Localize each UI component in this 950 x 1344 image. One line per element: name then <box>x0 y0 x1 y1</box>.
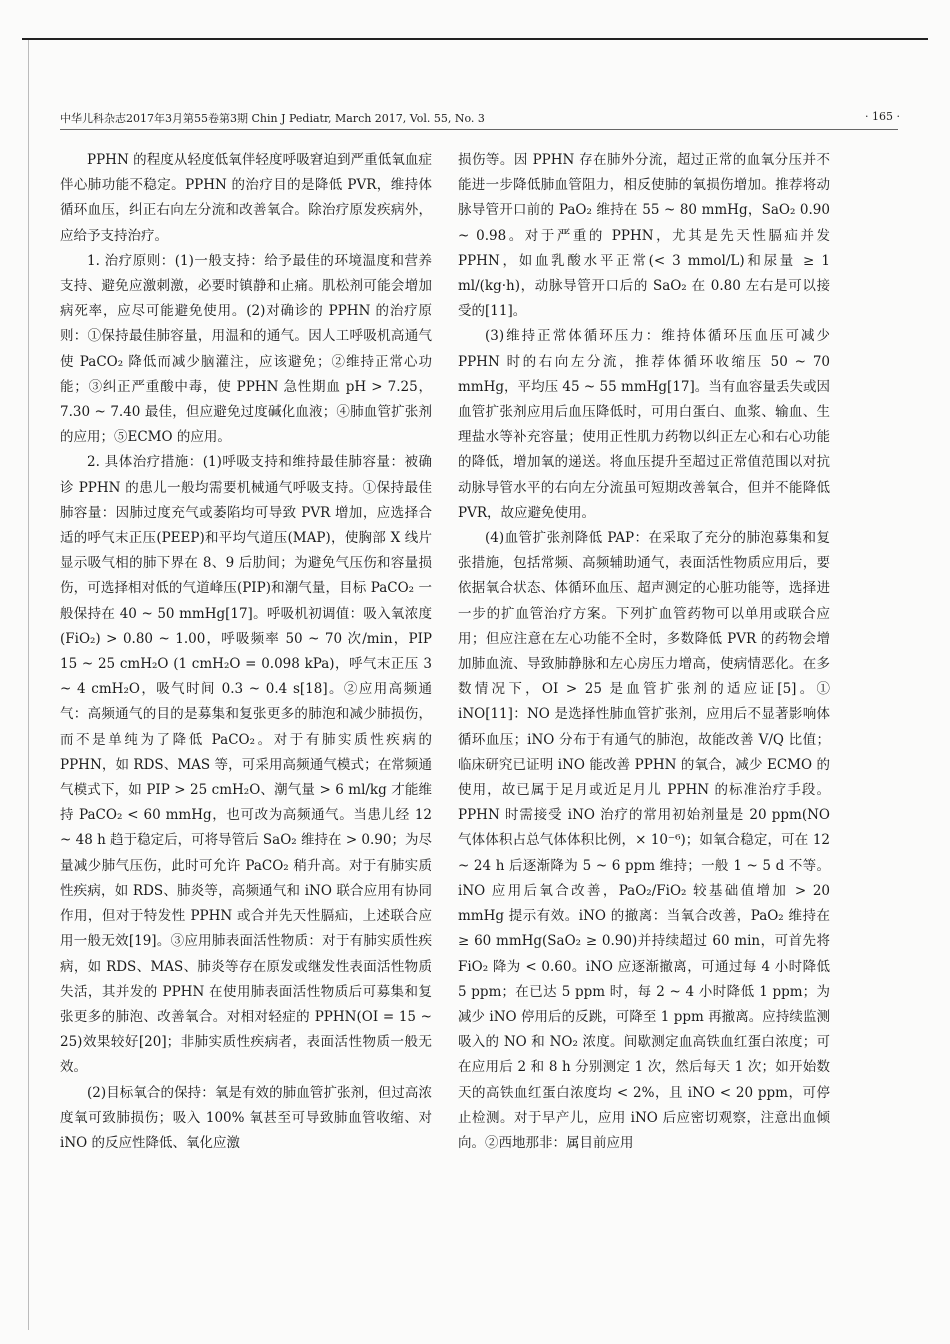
header-divider <box>60 129 898 130</box>
paragraph: PPHN 的程度从轻度低氧伴轻度呼吸窘迫到严重低氧血症伴心肺功能不稳定。PPHN 的治疗目的是降低 PVR，维持体循环血压，纠正右向左分流和改善氧合。除治疗原发疾病外，应给予支持治疗。 <box>60 152 432 244</box>
right-text-column <box>458 148 830 1156</box>
paragraph: (2)目标氧合的保持：氧是有效的肺血管扩张剂，但过高浓度氧可致肺损伤；吸入 100% 氧甚至可导致肺血管收缩、对 iNO 的反应性降低、氧化应激 <box>60 1084 432 1151</box>
paragraph: 2. 具体治疗措施：(1)呼吸支持和维持最佳肺容量：被确诊 PPHN 的患儿一般均需要机械通气呼吸支持。①保持最佳肺容量：因肺过度充气或萎陷均可导致 PVR 增加，应选择合适的呼气末正压(PEEP)和平均气道压(MAP)，使胸部 X 线片显示吸气相的肺下界在 8、9 后肋间；为避免气压伤和容量损伤，可选择相对低的气道峰压(PIP)和潮气量，目标 PaCO₂ 一般保持在 40 ~ 50 mmHg[17]。呼吸机初调值：吸入氧浓度(FiO₂) > 0.80 ~ 1.00，呼吸频率 50 ~ 70 次/min，PIP 15 ~ 25 cmH₂O (1 cmH₂O = 0.098 kPa)，呼气末正压 3 ~ 4 cmH₂O，吸气时间 0.3 ~ 0.4 s[18]。②应用高频通气：高频通气的目的是募集和复张更多的肺泡和减少肺损伤，而不是单纯为了降低 PaCO₂。对于有肺实质性疾病的 PPHN，如 RDS、MAS 等，可采用高频通气模式；在常频通气模式下，如 PIP > 25 cmH₂O、潮气量 > 6 ml/kg 才能维持 PaCO₂ < 60 mmHg，也可改为高频通气。当患儿经 12 ~ 48 h 趋于稳定后，可将导管后 SaO₂ 维持在 > 0.90；为尽量减少肺气压伤，此时可允许 PaCO₂ 稍升高。对于有肺实质性疾病，如 RDS、肺炎等，高频通气和 iNO 联合应用有协同作用，但对于特发性 PPHN 或合并先天性膈疝，上述联合应用一般无效[19]。③应用肺表面活性物质：对于有肺实质性疾病，如 RDS、MAS、肺炎等存在原发或继发性表面活性物质失活，其并发的 PPHN 在使用肺表面活性物质后可募集和复张更多的肺泡、改善氧合。对相对轻症的 PPHN(OI = 15 ~ 25)效果较好[20]；非肺实质性疾病者，表面活性物质一般无效。 <box>60 454 432 1076</box>
paragraph: (4)血管扩张剂降低 PAP：在采取了充分的肺泡募集和复张措施，包括常频、高频辅助通气，表面活性物质应用后，要依据氧合状态、体循环血压、超声测定的心脏功能等，选择进一步的扩血管治疗方案。下列扩血管药物可以单用或联合应用；但应注意在左心功能不全时，多数降低 PVR 的药物会增加肺血流、导致肺静脉和左心房压力增高，使病情恶化。在多数情况下，OI > 25 是血管扩张剂的适应证[5]。① iNO[11]：NO 是选择性肺血管扩张剂，应用后不显著影响体循环血压；iNO 分布于有通气的肺泡，故能改善 V/Q 比值；临床研究已证明 iNO 能改善 PPHN 的氧合，减少 ECMO 的使用，故已属于足月或近足月儿 PPHN 的标准治疗手段。PPHN 时需接受 iNO 治疗的常用初始剂量是 20 ppm(NO 气体体积占总气体体积比例，× 10⁻⁶)；如氧合稳定，可在 12 ~ 24 h 后逐渐降为 5 ~ 6 ppm 维持；一般 1 ~ 5 d 不等。iNO 应用后氧合改善，PaO₂/FiO₂ 较基础值增加 > 20 mmHg 提示有效。iNO 的撤离：当氧合改善，PaO₂ 维持在 ≥ 60 mmHg(SaO₂ ≥ 0.90)并持续超过 60 min，可首先将 FiO₂ 降为 < 0.60。iNO 应逐渐撤离，可通过每 4 小时降低 5 ppm；在已达 5 ppm 时，每 2 ~ 4 小时降低 1 ppm；为减少 iNO 停用后的反跳，可降至 1 ppm 再撤离。应持续监测吸入的 NO 和 NO₂ 浓度。间歇测定血高铁血红蛋白浓度；可在应用后 2 和 8 h 分别测定 1 次，然后每天 1 次；如开始数天的高铁血红蛋白浓度均 < 2%，且 iNO < 20 ppm，可停止检测。对于早产儿，应用 iNO 后应密切观察，注意出血倾向。②西地那非：属目前应用 <box>458 530 830 1151</box>
paragraph: 损伤等。因 PPHN 存在肺外分流，超过正常的血氧分压并不能进一步降低肺血管阻力，相反使肺的氧损伤增加。推荐将动脉导管开口前的 PaO₂ 维持在 55 ~ 80 mmHg，SaO₂ 0.90 ~ 0.98。对于严重的 PPHN，尤其是先天性膈疝并发 PPHN，如血乳酸水平正常(< 3 mmol/L)和尿量 ≥ 1 ml/(kg·h)，动脉导管开口后的 SaO₂ 在 0.80 左右是可以接受的[11]。 <box>458 152 830 320</box>
paragraph: 1. 治疗原则：(1)一般支持：给予最佳的环境温度和营养支持、避免应激刺激，必要时镇静和止痛。肌松剂可能会增加病死率，应尽可能避免使用。(2)对确诊的 PPHN 的治疗原则：①保持最佳肺容量，用温和的通气。因人工呼吸机高通气使 PaCO₂ 降低而减少脑灌注，应该避免；②维持正常心功能；③纠正严重酸中毒，使 PPHN 急性期血 pH > 7.25，7.30 ~ 7.40 最佳，但应避免过度碱化血液；④肺血管扩张剂的应用；⑤ECMO 的应用。 <box>60 252 432 446</box>
page-number: · 165 · <box>865 110 900 123</box>
left-text-column <box>60 148 432 1156</box>
scan-top-border <box>22 38 928 40</box>
running-header <box>60 110 900 128</box>
journal-citation: 中华儿科杂志2017年3月第55卷第3期 Chin J Pediatr, March 2017, Vol. 55, No. 3 <box>60 112 485 125</box>
paragraph: (3)维持正常体循环压力：维持体循环压血压可减少 PPHN 时的右向左分流，推荐体循环收缩压 50 ~ 70 mmHg，平均压 45 ~ 55 mmHg[17]。当有血容量丢失或因血管扩张剂应用后血压降低时，可用白蛋白、血浆、输血、生理盐水等补充容量；使用正性肌力药物以纠正左心和右心功能的降低，增加氧的递送。将血压提升至超过正常值范围以对抗动脉导管水平的右向左分流虽可短期改善氧合，但并不能降低 PVR，故应避免使用。 <box>458 328 830 521</box>
scan-left-edge <box>28 40 29 1330</box>
